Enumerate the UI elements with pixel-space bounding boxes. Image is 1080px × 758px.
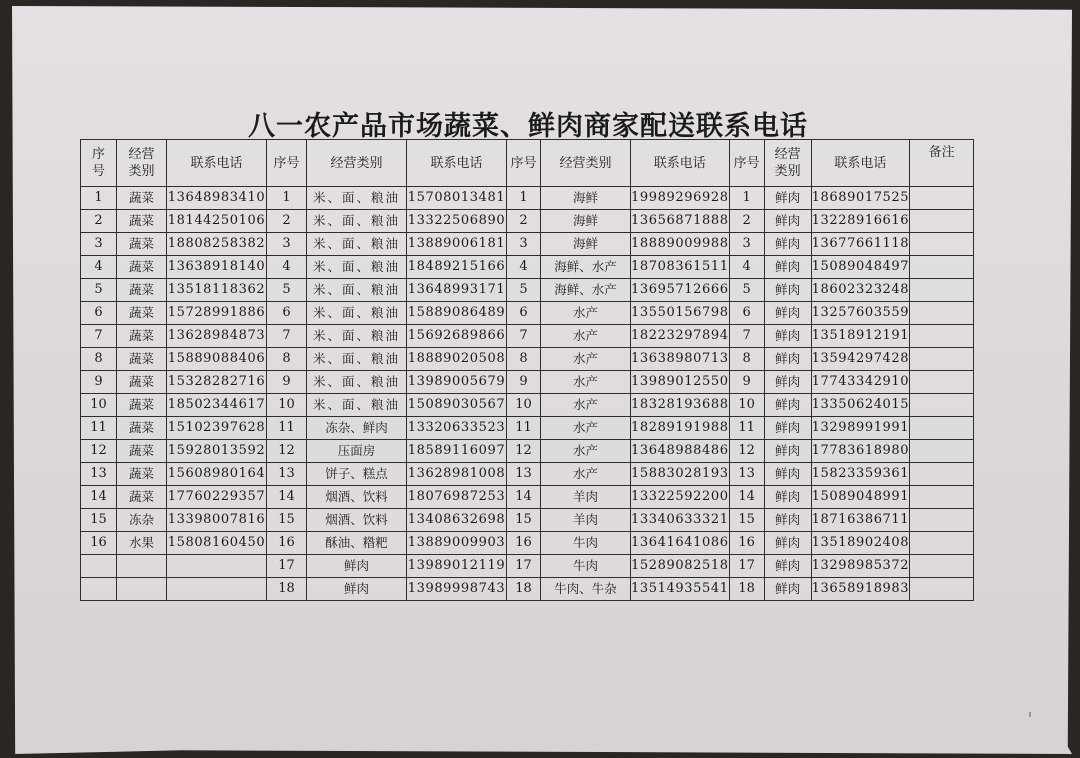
phone-cell: 13322506890 bbox=[407, 210, 507, 233]
phone-cell: 18589116097 bbox=[407, 440, 507, 463]
phone-cell: 13989012119 bbox=[407, 555, 507, 578]
row-number: 14 bbox=[507, 486, 541, 509]
row-number: 18 bbox=[267, 578, 307, 601]
category-cell: 米、面、粮油 bbox=[307, 187, 407, 210]
category-cell: 蔬菜 bbox=[117, 302, 167, 325]
category-cell: 水产 bbox=[541, 371, 631, 394]
row-number: 2 bbox=[81, 210, 117, 233]
phone-cell: 13989012550 bbox=[631, 371, 730, 394]
phone-cell: 18708361511 bbox=[631, 256, 730, 279]
row-number: 10 bbox=[81, 394, 117, 417]
table-row bbox=[81, 302, 974, 325]
phone-cell: 13257603559 bbox=[811, 302, 910, 325]
note-cell bbox=[910, 486, 974, 509]
phone-cell: 13889006181 bbox=[407, 233, 507, 256]
phone-cell: 18716386711 bbox=[811, 509, 910, 532]
table-row bbox=[81, 394, 974, 417]
category-cell: 冻杂、鲜肉 bbox=[307, 417, 407, 440]
row-number: 9 bbox=[267, 371, 307, 394]
note-cell bbox=[910, 578, 974, 601]
header-no-g2: 序号 bbox=[267, 140, 307, 187]
header-no-g4: 序号 bbox=[729, 140, 764, 187]
row-number: 15 bbox=[507, 509, 541, 532]
category-cell: 鲜肉 bbox=[764, 256, 811, 279]
phone-cell: 13641641086 bbox=[631, 532, 730, 555]
note-cell bbox=[910, 463, 974, 486]
row-number: 14 bbox=[81, 486, 117, 509]
phone-cell: 13989998743 bbox=[407, 578, 507, 601]
row-number: 3 bbox=[507, 233, 541, 256]
category-cell: 羊肉 bbox=[541, 509, 631, 532]
row-number: 3 bbox=[267, 233, 307, 256]
category-cell: 米、面、粮油 bbox=[307, 279, 407, 302]
phone-cell: 18502344617 bbox=[167, 394, 267, 417]
category-cell: 水产 bbox=[541, 302, 631, 325]
phone-cell: 13648983410 bbox=[167, 187, 267, 210]
phone-cell: 15089030567 bbox=[407, 394, 507, 417]
row-number: 11 bbox=[267, 417, 307, 440]
category-cell: 水产 bbox=[541, 440, 631, 463]
row-number: 7 bbox=[81, 325, 117, 348]
phone-cell: 13656871888 bbox=[631, 210, 730, 233]
row-number: 1 bbox=[507, 187, 541, 210]
row-number: 16 bbox=[507, 532, 541, 555]
phone-cell: 15823359361 bbox=[811, 463, 910, 486]
category-cell: 鲜肉 bbox=[307, 578, 407, 601]
phone-cell: 18289191988 bbox=[631, 417, 730, 440]
row-number: 2 bbox=[507, 210, 541, 233]
category-cell: 鲜肉 bbox=[764, 394, 811, 417]
phone-cell: 15608980164 bbox=[167, 463, 267, 486]
row-number: 5 bbox=[267, 279, 307, 302]
note-cell bbox=[910, 210, 974, 233]
row-number: 13 bbox=[267, 463, 307, 486]
row-number bbox=[81, 555, 117, 578]
row-number: 7 bbox=[507, 325, 541, 348]
category-cell: 米、面、粮油 bbox=[307, 302, 407, 325]
phone-cell: 13298991991 bbox=[811, 417, 910, 440]
note-cell bbox=[910, 532, 974, 555]
row-number: 4 bbox=[729, 256, 764, 279]
table-row bbox=[81, 187, 974, 210]
phone-cell: 15928013592 bbox=[167, 440, 267, 463]
category-cell: 鲜肉 bbox=[764, 578, 811, 601]
category-cell: 水产 bbox=[541, 325, 631, 348]
row-number: 9 bbox=[81, 371, 117, 394]
row-number: 3 bbox=[81, 233, 117, 256]
note-cell bbox=[910, 187, 974, 210]
category-cell: 蔬菜 bbox=[117, 417, 167, 440]
category-cell: 烟酒、饮料 bbox=[307, 486, 407, 509]
category-cell: 鲜肉 bbox=[764, 325, 811, 348]
table-row bbox=[81, 210, 974, 233]
header-no-g1: 序 号 bbox=[81, 140, 117, 187]
row-number: 6 bbox=[729, 302, 764, 325]
row-number: 5 bbox=[507, 279, 541, 302]
phone-cell: 15089048497 bbox=[811, 256, 910, 279]
row-number: 4 bbox=[267, 256, 307, 279]
category-cell: 蔬菜 bbox=[117, 371, 167, 394]
header-category-g4: 经营 类别 bbox=[764, 140, 811, 187]
phone-cell: 13518118362 bbox=[167, 279, 267, 302]
category-cell: 水果 bbox=[117, 532, 167, 555]
row-number: 7 bbox=[267, 325, 307, 348]
phone-cell: 13658918983 bbox=[811, 578, 910, 601]
category-cell: 蔬菜 bbox=[117, 279, 167, 302]
phone-cell: 15089048991 bbox=[811, 486, 910, 509]
category-cell: 米、面、粮油 bbox=[307, 233, 407, 256]
category-cell: 蔬菜 bbox=[117, 348, 167, 371]
row-number: 6 bbox=[507, 302, 541, 325]
category-cell: 水产 bbox=[541, 348, 631, 371]
category-cell: 蔬菜 bbox=[117, 440, 167, 463]
header-row bbox=[81, 140, 974, 187]
category-cell: 海鲜、水产 bbox=[541, 256, 631, 279]
row-number: 6 bbox=[81, 302, 117, 325]
header-phone-g3: 联系电话 bbox=[631, 140, 730, 187]
note-cell bbox=[910, 371, 974, 394]
category-cell: 海鲜、水产 bbox=[541, 279, 631, 302]
header-category-g1: 经营 类别 bbox=[117, 140, 167, 187]
row-number: 5 bbox=[729, 279, 764, 302]
header-category-g3: 经营类别 bbox=[541, 140, 631, 187]
row-number: 17 bbox=[729, 555, 764, 578]
category-cell: 饼子、糕点 bbox=[307, 463, 407, 486]
phone-cell: 13350624015 bbox=[811, 394, 910, 417]
category-cell: 蔬菜 bbox=[117, 210, 167, 233]
phone-cell: 13648988486 bbox=[631, 440, 730, 463]
row-number: 11 bbox=[729, 417, 764, 440]
category-cell: 海鲜 bbox=[541, 210, 631, 233]
phone-cell: 13989005679 bbox=[407, 371, 507, 394]
phone-cell: 13228916616 bbox=[811, 210, 910, 233]
row-number: 14 bbox=[267, 486, 307, 509]
table-row bbox=[81, 325, 974, 348]
phone-cell bbox=[167, 578, 267, 601]
category-cell: 鲜肉 bbox=[764, 210, 811, 233]
phone-cell: 17783618980 bbox=[811, 440, 910, 463]
category-cell: 蔬菜 bbox=[117, 256, 167, 279]
phone-cell: 18689017525 bbox=[811, 187, 910, 210]
phone-cell: 13594297428 bbox=[811, 348, 910, 371]
table-row bbox=[81, 256, 974, 279]
row-number bbox=[81, 578, 117, 601]
row-number: 11 bbox=[81, 417, 117, 440]
phone-cell: 13628981008 bbox=[407, 463, 507, 486]
category-cell: 鲜肉 bbox=[764, 555, 811, 578]
category-cell: 鲜肉 bbox=[307, 555, 407, 578]
row-number: 9 bbox=[729, 371, 764, 394]
note-cell bbox=[910, 417, 974, 440]
category-cell: 鲜肉 bbox=[764, 233, 811, 256]
category-cell bbox=[117, 578, 167, 601]
phone-cell: 15102397628 bbox=[167, 417, 267, 440]
category-cell: 米、面、粮油 bbox=[307, 348, 407, 371]
note-cell bbox=[910, 256, 974, 279]
phone-cell: 18144250106 bbox=[167, 210, 267, 233]
row-number: 16 bbox=[729, 532, 764, 555]
table-row bbox=[81, 348, 974, 371]
table-row bbox=[81, 279, 974, 302]
category-cell: 水产 bbox=[541, 417, 631, 440]
note-cell bbox=[910, 394, 974, 417]
header-phone-g2: 联系电话 bbox=[407, 140, 507, 187]
category-cell: 鲜肉 bbox=[764, 486, 811, 509]
note-cell bbox=[910, 325, 974, 348]
phone-cell: 13408632698 bbox=[407, 509, 507, 532]
category-cell: 蔬菜 bbox=[117, 486, 167, 509]
table-row bbox=[81, 463, 974, 486]
category-cell: 鲜肉 bbox=[764, 440, 811, 463]
row-number: 10 bbox=[267, 394, 307, 417]
note-cell bbox=[910, 279, 974, 302]
table-row bbox=[81, 233, 974, 256]
category-cell bbox=[117, 555, 167, 578]
row-number: 8 bbox=[507, 348, 541, 371]
category-cell: 水产 bbox=[541, 394, 631, 417]
category-cell: 牛肉 bbox=[541, 555, 631, 578]
category-cell: 鲜肉 bbox=[764, 532, 811, 555]
note-cell bbox=[910, 233, 974, 256]
category-cell: 蔬菜 bbox=[117, 394, 167, 417]
phone-cell: 13638980713 bbox=[631, 348, 730, 371]
row-number: 9 bbox=[507, 371, 541, 394]
row-number: 15 bbox=[729, 509, 764, 532]
category-cell: 压面房 bbox=[307, 440, 407, 463]
phone-cell: 13518902408 bbox=[811, 532, 910, 555]
row-number: 16 bbox=[81, 532, 117, 555]
category-cell: 牛肉、牛杂 bbox=[541, 578, 631, 601]
row-number: 12 bbox=[507, 440, 541, 463]
table-row bbox=[81, 578, 974, 601]
row-number: 10 bbox=[507, 394, 541, 417]
category-cell: 鲜肉 bbox=[764, 371, 811, 394]
category-cell: 鲜肉 bbox=[764, 187, 811, 210]
table-row bbox=[81, 555, 974, 578]
phone-cell: 13518912191 bbox=[811, 325, 910, 348]
category-cell: 蔬菜 bbox=[117, 463, 167, 486]
row-number: 1 bbox=[267, 187, 307, 210]
category-cell: 米、面、粮油 bbox=[307, 325, 407, 348]
phone-cell: 15889088406 bbox=[167, 348, 267, 371]
category-cell: 鲜肉 bbox=[764, 302, 811, 325]
category-cell: 海鲜 bbox=[541, 187, 631, 210]
category-cell: 酥油、糌粑 bbox=[307, 532, 407, 555]
category-cell: 蔬菜 bbox=[117, 187, 167, 210]
table-row bbox=[81, 532, 974, 555]
header-category-g2: 经营类别 bbox=[307, 140, 407, 187]
row-number: 3 bbox=[729, 233, 764, 256]
row-number: 18 bbox=[729, 578, 764, 601]
phone-cell: 13628984873 bbox=[167, 325, 267, 348]
row-number: 6 bbox=[267, 302, 307, 325]
row-number: 12 bbox=[81, 440, 117, 463]
row-number: 16 bbox=[267, 532, 307, 555]
category-cell: 米、面、粮油 bbox=[307, 394, 407, 417]
phone-cell: 13340633321 bbox=[631, 509, 730, 532]
category-cell: 冻杂 bbox=[117, 509, 167, 532]
category-cell: 鲜肉 bbox=[764, 417, 811, 440]
phone-cell: 18889009988 bbox=[631, 233, 730, 256]
phone-cell: 15708013481 bbox=[407, 187, 507, 210]
row-number: 12 bbox=[267, 440, 307, 463]
paper-mark bbox=[1029, 712, 1031, 717]
category-cell: 海鲜 bbox=[541, 233, 631, 256]
category-cell: 水产 bbox=[541, 463, 631, 486]
row-number: 1 bbox=[81, 187, 117, 210]
category-cell: 牛肉 bbox=[541, 532, 631, 555]
note-cell bbox=[910, 440, 974, 463]
row-number: 4 bbox=[507, 256, 541, 279]
phone-cell: 15728991886 bbox=[167, 302, 267, 325]
row-number: 11 bbox=[507, 417, 541, 440]
phone-cell: 15883028193 bbox=[631, 463, 730, 486]
phone-cell: 13514935541 bbox=[631, 578, 730, 601]
phone-cell: 15328282716 bbox=[167, 371, 267, 394]
table-row bbox=[81, 371, 974, 394]
phone-cell: 13550156798 bbox=[631, 302, 730, 325]
row-number: 8 bbox=[729, 348, 764, 371]
phone-cell: 18076987253 bbox=[407, 486, 507, 509]
phone-cell: 13638918140 bbox=[167, 256, 267, 279]
category-cell: 米、面、粮油 bbox=[307, 210, 407, 233]
phone-cell: 13677661118 bbox=[811, 233, 910, 256]
phone-cell: 18808258382 bbox=[167, 233, 267, 256]
phone-cell: 18223297894 bbox=[631, 325, 730, 348]
row-number: 13 bbox=[81, 463, 117, 486]
phone-cell: 18889020508 bbox=[407, 348, 507, 371]
header-phone-g1: 联系电话 bbox=[167, 140, 267, 187]
header-note: 备注 bbox=[910, 140, 974, 187]
phone-cell: 13695712666 bbox=[631, 279, 730, 302]
phone-cell: 18602323248 bbox=[811, 279, 910, 302]
row-number: 13 bbox=[729, 463, 764, 486]
contacts-table bbox=[80, 139, 974, 601]
header-phone-g4: 联系电话 bbox=[811, 140, 910, 187]
category-cell: 羊肉 bbox=[541, 486, 631, 509]
row-number: 5 bbox=[81, 279, 117, 302]
row-number: 1 bbox=[729, 187, 764, 210]
table-row bbox=[81, 417, 974, 440]
row-number: 12 bbox=[729, 440, 764, 463]
note-cell bbox=[910, 555, 974, 578]
table-row bbox=[81, 440, 974, 463]
phone-cell: 13298985372 bbox=[811, 555, 910, 578]
page-title: 八一农产品市场蔬菜、鲜肉商家配送联系电话 bbox=[248, 111, 808, 142]
header-no-g3: 序号 bbox=[507, 140, 541, 187]
phone-cell: 17760229357 bbox=[167, 486, 267, 509]
row-number: 2 bbox=[729, 210, 764, 233]
category-cell: 蔬菜 bbox=[117, 233, 167, 256]
category-cell: 米、面、粮油 bbox=[307, 256, 407, 279]
row-number: 8 bbox=[267, 348, 307, 371]
category-cell: 烟酒、饮料 bbox=[307, 509, 407, 532]
phone-cell: 13648993171 bbox=[407, 279, 507, 302]
category-cell: 鲜肉 bbox=[764, 279, 811, 302]
phone-cell: 15289082518 bbox=[631, 555, 730, 578]
row-number: 13 bbox=[507, 463, 541, 486]
phone-cell: 19989296928 bbox=[631, 187, 730, 210]
row-number: 15 bbox=[267, 509, 307, 532]
category-cell: 米、面、粮油 bbox=[307, 371, 407, 394]
phone-cell: 15692689866 bbox=[407, 325, 507, 348]
note-cell bbox=[910, 509, 974, 532]
category-cell: 鲜肉 bbox=[764, 348, 811, 371]
category-cell: 蔬菜 bbox=[117, 325, 167, 348]
row-number: 18 bbox=[507, 578, 541, 601]
phone-cell: 15808160450 bbox=[167, 532, 267, 555]
phone-cell bbox=[167, 555, 267, 578]
phone-cell: 17743342910 bbox=[811, 371, 910, 394]
phone-cell: 13398007816 bbox=[167, 509, 267, 532]
row-number: 2 bbox=[267, 210, 307, 233]
phone-cell: 15889086489 bbox=[407, 302, 507, 325]
row-number: 17 bbox=[267, 555, 307, 578]
phone-cell: 13320633523 bbox=[407, 417, 507, 440]
row-number: 17 bbox=[507, 555, 541, 578]
row-number: 7 bbox=[729, 325, 764, 348]
category-cell: 鲜肉 bbox=[764, 509, 811, 532]
phone-cell: 13889009903 bbox=[407, 532, 507, 555]
note-cell bbox=[910, 348, 974, 371]
table-row bbox=[81, 509, 974, 532]
phone-cell: 18489215166 bbox=[407, 256, 507, 279]
phone-cell: 18328193688 bbox=[631, 394, 730, 417]
note-cell bbox=[910, 302, 974, 325]
row-number: 4 bbox=[81, 256, 117, 279]
category-cell: 鲜肉 bbox=[764, 463, 811, 486]
row-number: 15 bbox=[81, 509, 117, 532]
row-number: 10 bbox=[729, 394, 764, 417]
row-number: 8 bbox=[81, 348, 117, 371]
table-body bbox=[81, 187, 974, 601]
table-row bbox=[81, 486, 974, 509]
phone-cell: 13322592200 bbox=[631, 486, 730, 509]
row-number: 14 bbox=[729, 486, 764, 509]
